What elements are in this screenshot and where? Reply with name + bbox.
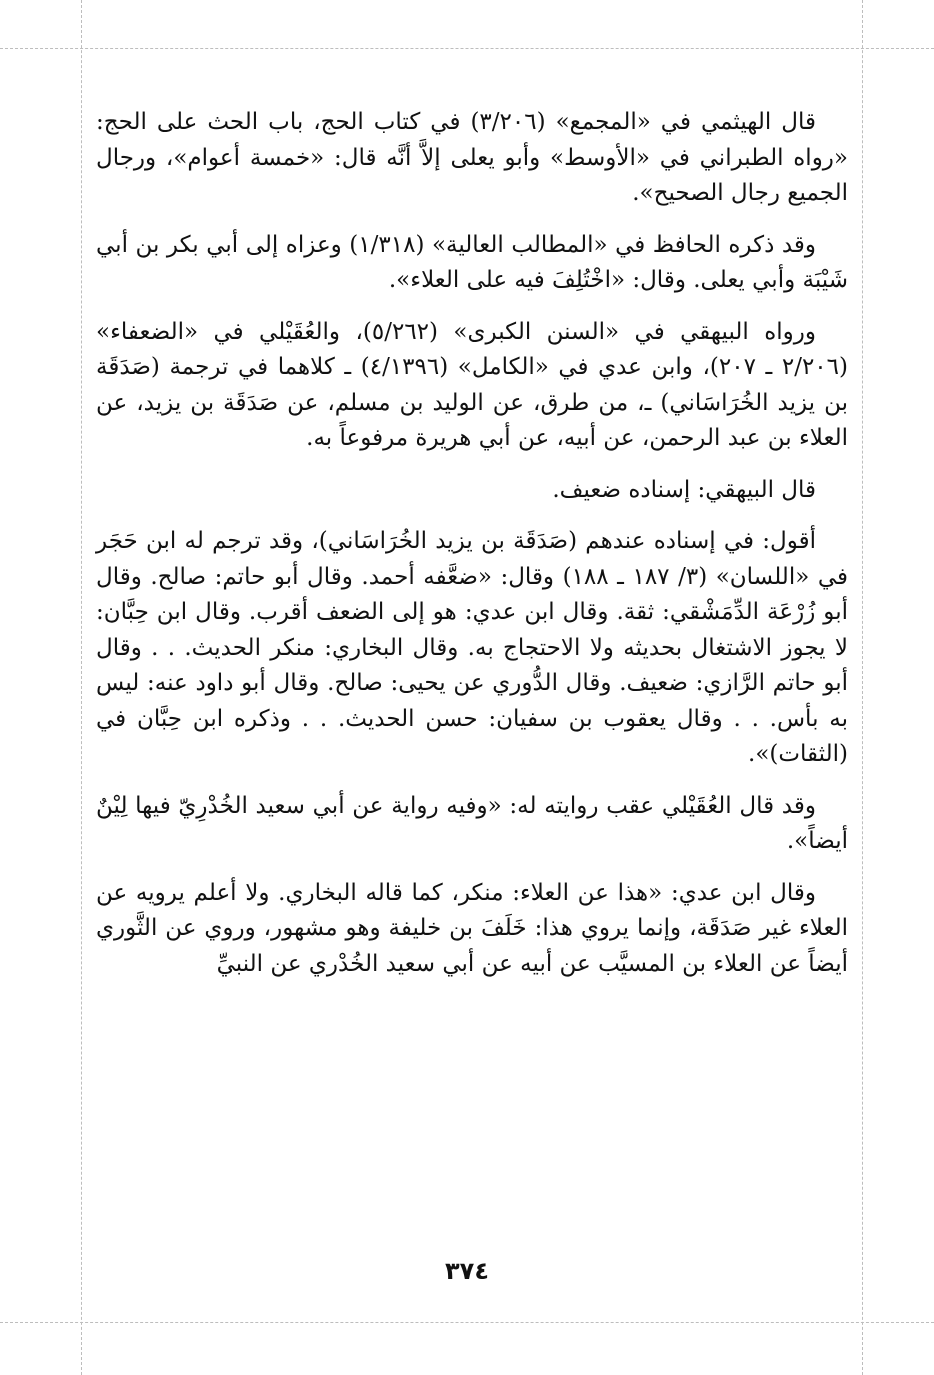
page-number: ٣٧٤ xyxy=(445,1257,489,1285)
paragraph-4: قال البيهقي: إسناده ضعيف. xyxy=(552,476,816,503)
paragraph-1: قال الهيثمي في «المجمع» (٣/٢٠٦) في كتاب الحج، باب الحث على الحج: «رواه الطبراني في «الأوسط» وأبو يعلى إلاَّ أنَّه قال: «خمسة أعوام»، ورجال الجميع رجال الصحيح». xyxy=(96,109,848,206)
paragraph-6: وقد قال العُقَيْلي عقب روايته له: «وفيه رواية عن أبي سعيد الخُدْرِيّ فيها لِيْنٌ أيضاً». xyxy=(96,792,848,854)
paragraph-5: أقول: في إسناده عندهم (صَدَقَة بن يزيد الخُرَاسَاني)، وقد ترجم له ابن حَجَر في «اللسان» (٣/ ١٨٧ ـ ١٨٨) وقال: «ضعَّفه أحمد. وقال أبو حاتم: صالح. وقال أبو زُرْعَة الدِّمَشْقي: ثقة. وقال ابن عدي: هو إلى الضعف أقرب. وقال ابن حِبَّان: لا يجوز الاشتغال بحديثه ولا الاحتجاج به. وقال البخاري: منكر الحديث. . . وقال أبو حاتم الرَّازي: ضعيف. وقال الدُّوري عن يحيى: صالح. وقال أبو داود عنه: ليس به بأس. . . وقال يعقوب بن سفيان: حسن الحديث. . . وذكره ابن حِبَّان في (الثقات)». xyxy=(96,528,848,767)
page-body xyxy=(96,105,848,998)
crop-guide-bottom xyxy=(0,1322,934,1323)
crop-guide-left xyxy=(81,0,82,1375)
paragraph-2: وقد ذكره الحافظ في «المطالب العالية» (١/٣١٨) وعزاه إلى أبي بكر بن أبي شَيْبَة وأبي يعلى. وقال: «اخْتُلِفَ فيه على العلاء». xyxy=(96,231,848,293)
paragraph-7: وقال ابن عدي: «هذا عن العلاء: منكر، كما قاله البخاري. ولا أعلم يرويه عن العلاء غير صَدَقَة، وإنما يروي هذا: خَلَفَ بن خليفة وهو مشهور، وروي عن الثَّوري أيضاً عن العلاء بن المسيَّب عن أبيه عن أبي سعيد الخُدْري عن النبيِّ xyxy=(96,879,848,977)
paragraph-3: ورواه البيهقي في «السنن الكبرى» (٥/٢٦٢)، والعُقَيْلي في «الضعفاء» (٢/٢٠٦ ـ ٢٠٧)، وابن عدي في «الكامل» (٤/١٣٩٦) ـ كلاهما في ترجمة (صَدَقَة بن يزيد الخُرَاسَاني) ـ، من طرق، عن الوليد بن مسلم، عن صَدَقَة بن يزيد، عن العلاء بن عبد الرحمن، عن أبيه، عن أبي هريرة مرفوعاً به. xyxy=(96,318,848,451)
crop-guide-right xyxy=(862,0,863,1375)
crop-guide-top xyxy=(0,48,934,49)
